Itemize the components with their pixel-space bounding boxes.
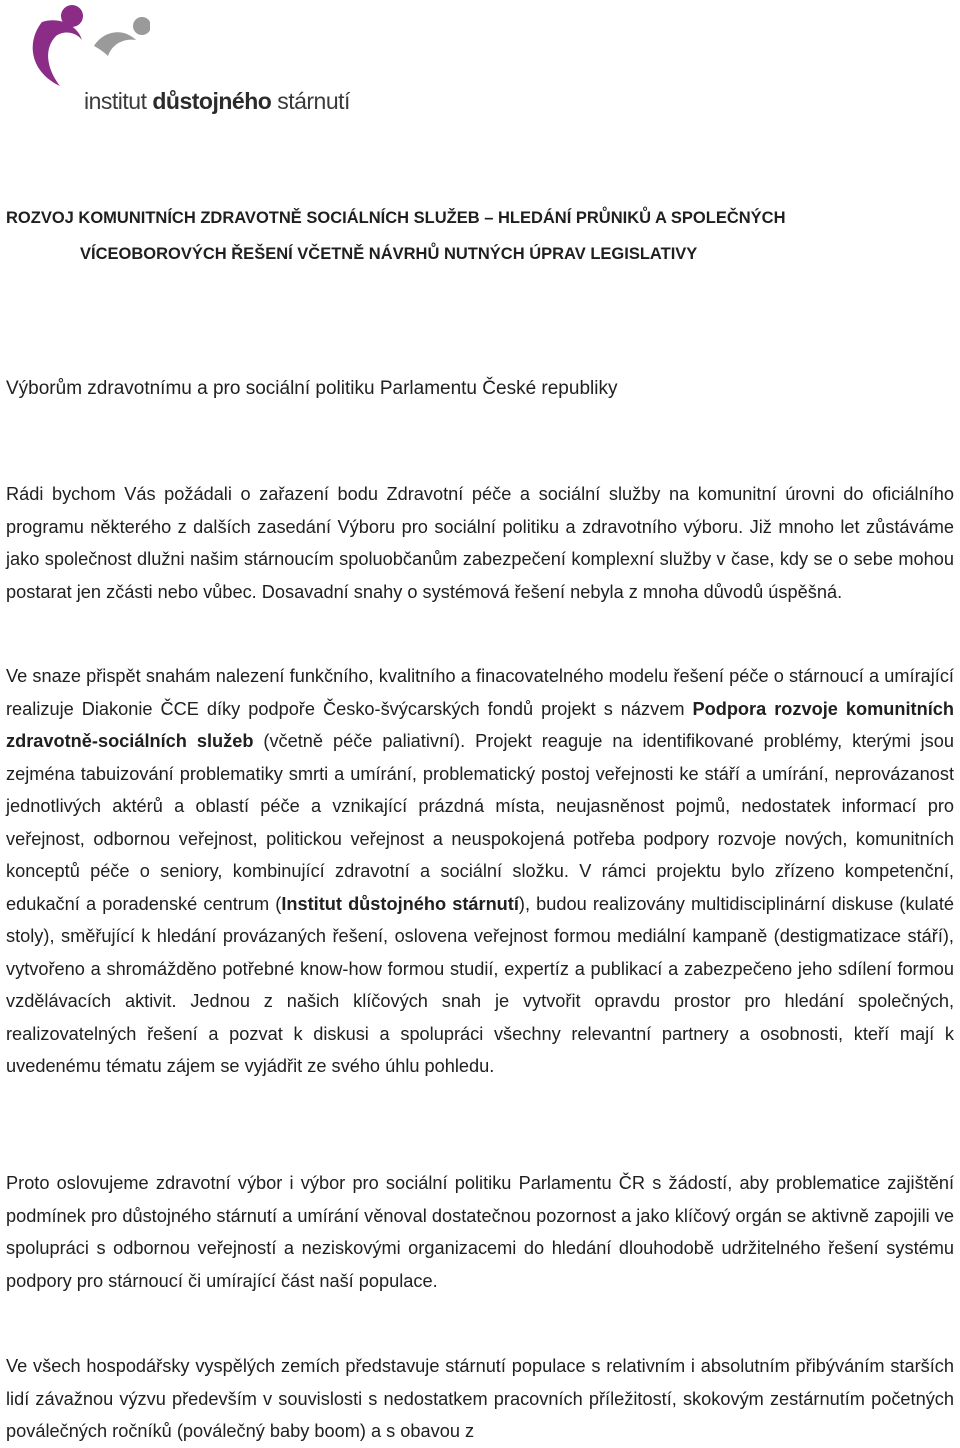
logo-prefix: institut xyxy=(84,88,153,114)
paragraph-2-part-c: ), budou realizovány multidisciplinární diskuse (kulaté stoly), směřující k hledání provázaných řešení, oslovena veřejnost formou mediální kampaně (destigmatizace stáří), vytvořeno a shromážděno potřebné know-how formou studií, expertíz a publikací a zabezpečeno jeho sdílení formou vzdělávacích aktivit. Jednou z našich klíčových snah je vytvořit opravdu prostor pro hledání společných, realizovatelných řešení a pozvat k diskusi a spolupráci všechny relevantní partnery a osobnosti, kteří mají k uvedenému tématu zájem se vyjádřit ze svého úhlu pohledu. xyxy=(6,893,954,1076)
project-name: Podpora rozvoje komunitních zdravotně-sociálních služeb xyxy=(6,698,955,751)
paragraph-1: Rádi bychom Vás požádali o zařazení bodu Zdravotní péče a sociální služby na komunitní úrovni do oficiálního programu některého z dalších zasedání Výboru pro sociální politiku a zdravotního výboru. Již mnoho let zůstáváme jako společnost dlužni našim stárnoucím spoluobčanům zabezpečení komplexní služby v čase, kdy se o sebe mohou postarat jen zčásti nebo vůbec. Dosavadní snahy o systémová řešení nebyla z mnoha důvodů úspěšná. xyxy=(6,484,954,602)
paragraph-3: Proto oslovujeme zdravotní výbor i výbor pro sociální politiku Parlamentu ČR s žádostí, aby problematice zajištění podmínek pro důstojného stárnutí a umírání věnoval dostatečnou pozornost a jako klíčový orgán se aktivně zapojili ve spolupráci s odbornou veřejností a neziskovými organizacemi do hledání dlouhodobě udržitelného řešení systému podpory pro stárnoucí či umírající část naší populace. xyxy=(6,1173,954,1291)
institute-logo xyxy=(20,2,360,120)
logo-emphasis: důstojného xyxy=(152,88,272,114)
paragraph-2-part-a: Ve snaze přispět snahám nalezení funkčního, kvalitního a finacovatelného modelu řešení péče o stárnoucí a umírající realizuje Diakonie ČCE díky podpoře Česko-švýcarských fondů projekt s názvem xyxy=(6,666,954,719)
institute-name: Institut důstojného stárnutí xyxy=(281,893,519,914)
people-logo-icon xyxy=(20,2,150,92)
paragraph-4: Ve všech hospodářsky vyspělých zemích představuje stárnutí populace s relativním i absolutním přibýváním starších lidí závažnou výzvu především v souvislosti s nedostatkem pracovních příležitostí, skokovým zestárnutím početných poválečných ročníků (poválečný baby boom) a s obavou z xyxy=(6,1356,954,1441)
logo-wordmark xyxy=(84,86,350,116)
paragraph-2-part-b: (včetně péče paliativní). Projekt reaguje na identifikované problémy, kterými jsou zejména tabuizování problematiky smrti a umírání, problematický postoj veřejnosti ke stáří a umírání, neprovázanost jednotlivých aktérů a oblastí péče a vznikající prázdná místa, neujasněnost pojmů, nedostatek informací pro veřejnost, odbornou veřejnost, politickou veřejnost a neuspokojená potřeba podpory rozvoje nových, komunitních konceptů péče o seniory, kombinující zdravotní a sociální složku. V rámci projektu bylo zřízeno kompetenční, edukační a poradenské centrum ( xyxy=(6,731,955,914)
logo-suffix: stárnutí xyxy=(271,88,350,114)
document-title-line2: VÍCEOBOROVÝCH ŘEŠENÍ VČETNĚ NÁVRHŮ NUTNÝCH ÚPRAV LEGISLATIVY xyxy=(80,245,698,263)
salutation: Výborům zdravotnímu a pro sociální politiku Parlamentu České republiky xyxy=(6,378,618,399)
paragraph-2 xyxy=(6,660,954,1083)
document-title-line1: ROZVOJ KOMUNITNÍCH ZDRAVOTNĚ SOCIÁLNÍCH SLUŽEB – HLEDÁNÍ PRŮNIKŮ A SPOLEČNÝCH xyxy=(6,209,786,227)
